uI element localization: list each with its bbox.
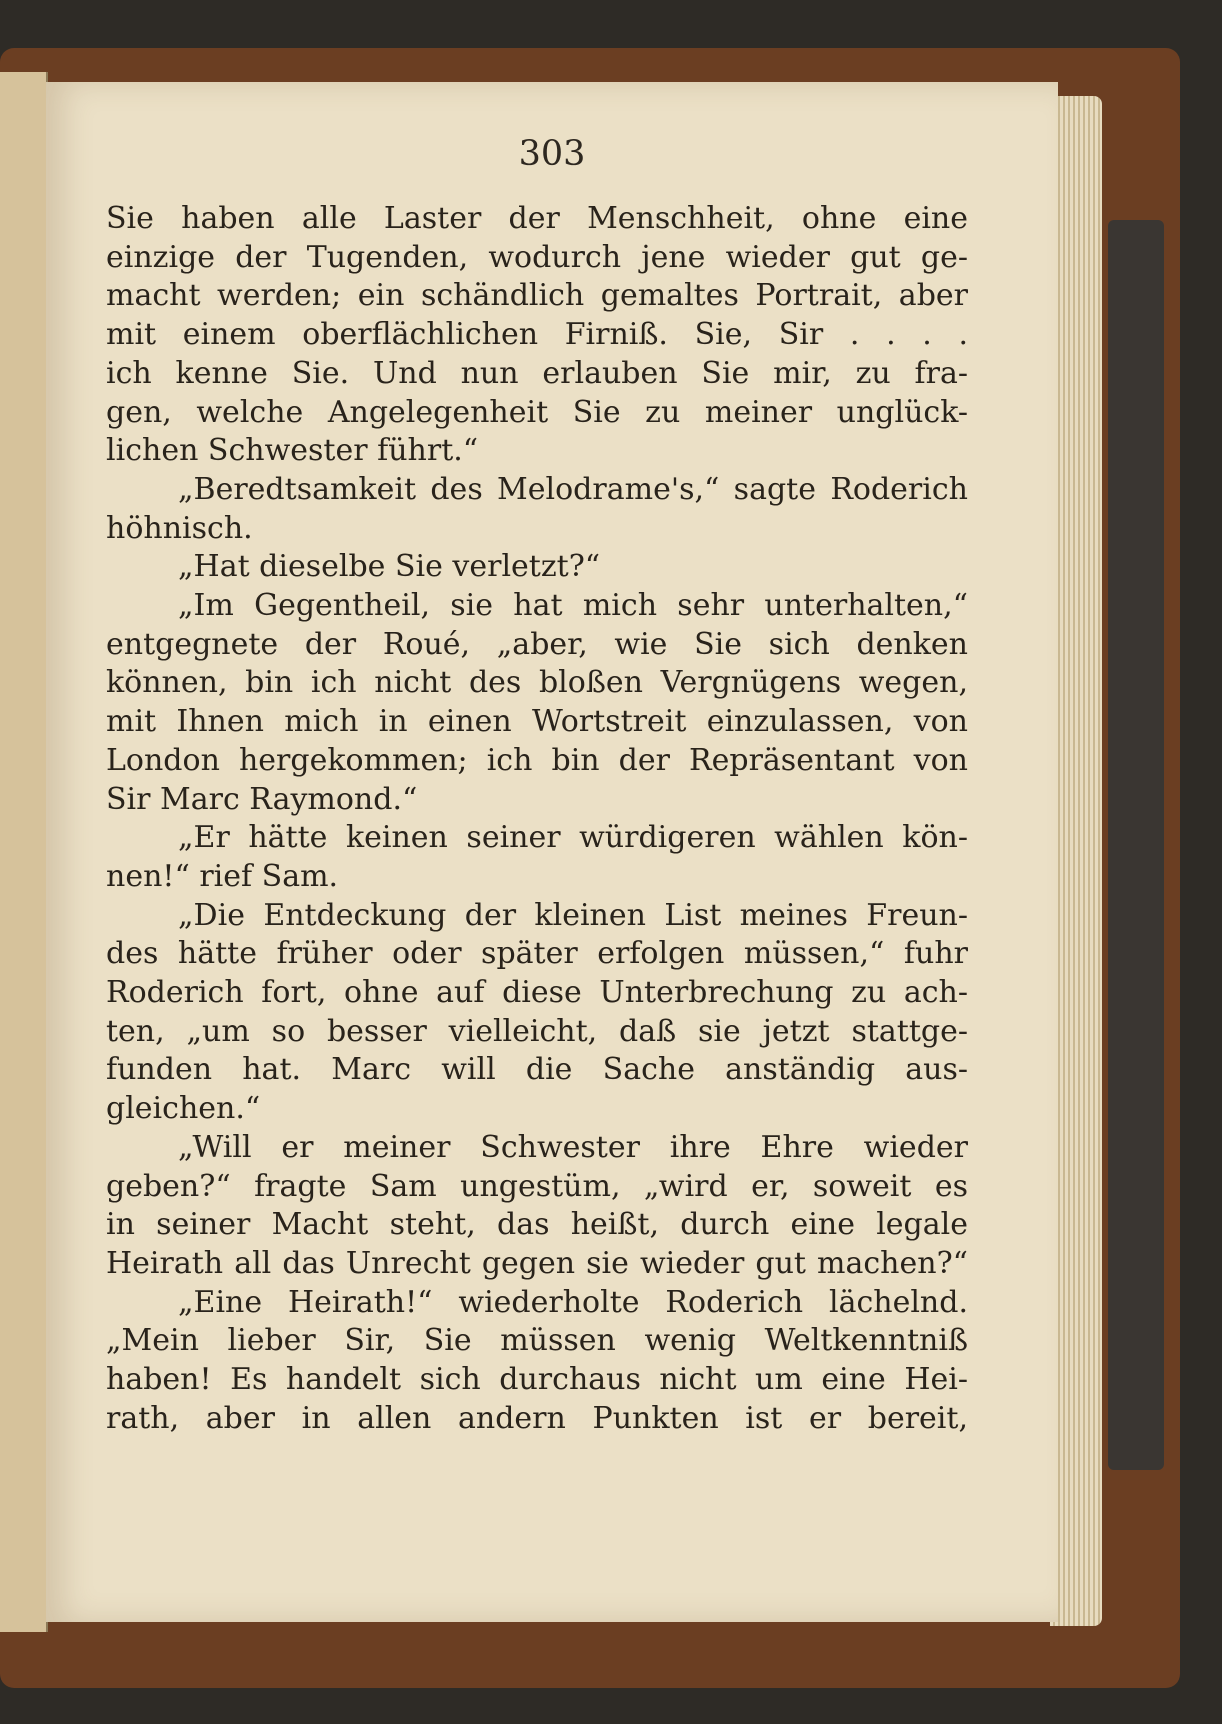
text-line: können, bin ich nicht des bloßen Vergnügens wegen, bbox=[106, 665, 968, 701]
text-line: „Er hätte keinen seiner würdigeren wählen kön- bbox=[178, 820, 968, 856]
text-line: „Mein lieber Sir, Sie müssen wenig Weltkenntniß bbox=[106, 1323, 968, 1359]
text-line: mit einem oberflächlichen Firniß. Sie, Sir . . . . bbox=[106, 317, 968, 353]
text-line: rath, aber in allen andern Punkten ist er bereit, bbox=[106, 1400, 968, 1436]
text-line: gleichen.“ bbox=[106, 1091, 261, 1127]
text-line: in seiner Macht steht, das heißt, durch eine legale bbox=[106, 1207, 968, 1243]
text-line: ich kenne Sie. Und nun erlauben Sie mir, zu fra- bbox=[106, 355, 968, 391]
text-line: „Im Gegentheil, sie hat mich sehr unterhalten,“ bbox=[178, 588, 968, 624]
text-line: ten, „um so besser vielleicht, daß sie jetzt stattge- bbox=[106, 1013, 968, 1049]
text-line: Roderich fort, ohne auf diese Unterbrechung zu ach- bbox=[106, 975, 968, 1011]
page-number: 303 bbox=[518, 134, 586, 174]
text-line: London hergekommen; ich bin der Repräsentant von bbox=[106, 742, 968, 778]
text-line: mit Ihnen mich in einen Wortstreit einzulassen, von bbox=[106, 704, 968, 740]
text-line: „Eine Heirath!“ wiederholte Roderich lächelnd. bbox=[178, 1284, 968, 1320]
text-line: höhnisch. bbox=[106, 510, 253, 546]
book-page bbox=[46, 82, 1058, 1622]
text-line: „Beredtsamkeit des Melodrame's,“ sagte Roderich bbox=[178, 471, 968, 507]
text-line: Sie haben alle Laster der Menschheit, ohne eine bbox=[106, 201, 968, 236]
page-body-text bbox=[106, 200, 968, 1439]
text-line: haben! Es handelt sich durchaus nicht um eine Hei- bbox=[106, 1362, 968, 1398]
text-line: geben?“ fragte Sam ungestüm, „wird er, soweit es bbox=[106, 1168, 968, 1204]
text-line: „Hat dieselbe Sie verletzt?“ bbox=[178, 549, 601, 585]
text-line: funden hat. Marc will die Sache anständig aus- bbox=[106, 1052, 968, 1088]
text-line: entgegnete der Roué, „aber, wie Sie sich denken bbox=[106, 626, 968, 662]
text-line: des hätte früher oder später erfolgen müssen,“ fuhr bbox=[106, 936, 968, 972]
text-line: gen, welche Angelegenheit Sie zu meiner unglück- bbox=[106, 394, 968, 430]
text-line: „Die Entdeckung der kleinen List meines Freun- bbox=[178, 897, 968, 933]
text-line: nen!“ rief Sam. bbox=[106, 858, 339, 894]
text-line: Heirath all das Unrecht gegen sie wieder gut machen?“ bbox=[106, 1245, 968, 1281]
back-cover-edge bbox=[1108, 220, 1164, 1470]
facing-page-edge bbox=[0, 72, 48, 1632]
text-line: Sir Marc Raymond.“ bbox=[106, 781, 418, 817]
text-line: lichen Schwester führt.“ bbox=[106, 433, 479, 469]
text-line: einzige der Tugenden, wodurch jene wieder gut ge- bbox=[106, 239, 968, 275]
text-line: „Will er meiner Schwester ihre Ehre wieder bbox=[178, 1129, 968, 1165]
text-line: macht werden; ein schändlich gemaltes Portrait, aber bbox=[106, 278, 968, 314]
